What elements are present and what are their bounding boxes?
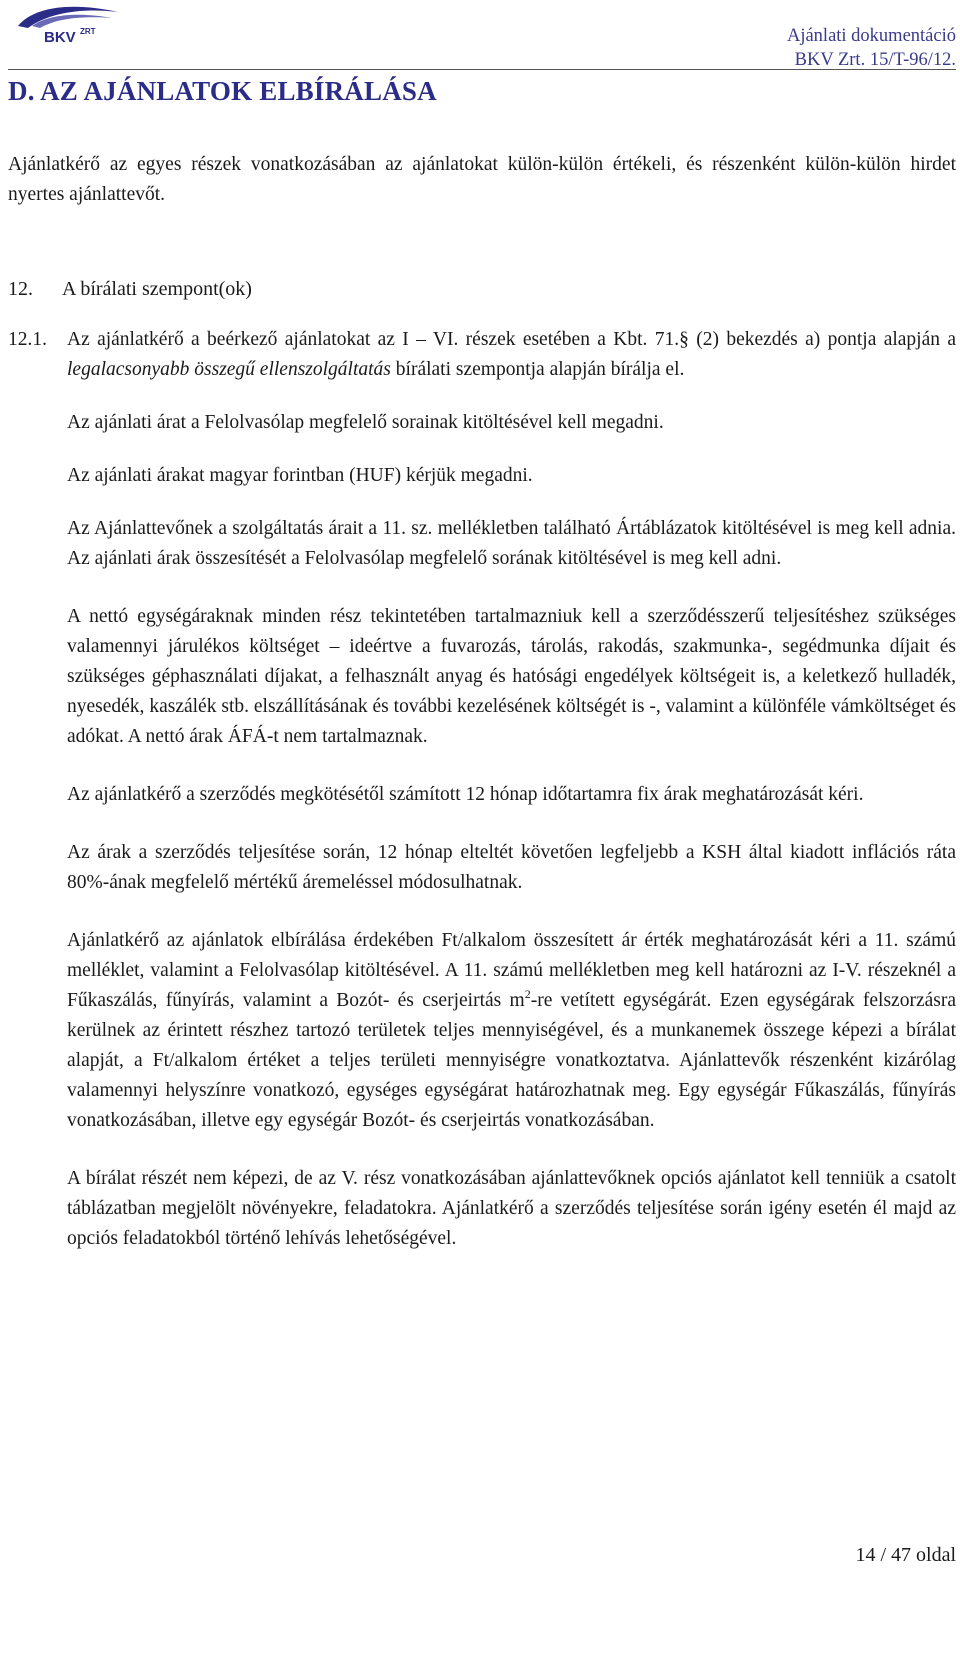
section-12-number: 12. (8, 278, 33, 300)
logo-text: BKV (44, 29, 76, 46)
doc-title: Ajánlati dokumentáció (786, 26, 956, 46)
subsection-12-1-number: 12.1. (8, 329, 47, 350)
document-body (8, 150, 956, 1254)
subsection-12-1-text-b: bírálati szempontja alapján bírálja el. (390, 359, 685, 380)
page-number: 14 / 47 oldal (855, 1544, 956, 1566)
price-entry-paragraph: Az ajánlati árat a Felolvasólap megfelelő sorainak kitöltésével kell megadni. (67, 412, 664, 433)
currency-paragraph: Az ajánlati árakat magyar forintban (HUF) kérjük megadni. (67, 465, 533, 486)
section-12-title: A bírálati szempont(ok) (62, 278, 252, 300)
net-unit-price-paragraph: A nettó egységáraknak minden rész tekintetében tartalmazniuk kell a szerződésszerű teljesítéshez szükséges valamennyi járulékos költséget – ideértve a fuvarozás, tárolás, rakodás, szakmunka-, segédmunka díjait és szükséges géphasználati díjakat, a felhasznált anyag és hatósági engedélyek költségeit is, a keletkező hulladék, nyesedék, kaszálék stb. elszállításának és további kezelésének költségét is -, valamint a különféle vámköltséget és adókat. A nettó árak ÁFÁ-t nem tartalmaznak. (67, 606, 956, 747)
optional-offer-paragraph: A bírálat részét nem képezi, de az V. rész vonatkozásában ajánlattevőknek opciós ajánlatot kell tenniük a csatolt táblázatban megjelölt növényekre, feladatokra. Ajánlatkérő a szerződés teljesítése során igény esetén él majd az opciós feladatokból történő lehívás lehetőségével. (67, 1168, 956, 1249)
price-adjustment-paragraph: Az árak a szerződés teljesítése során, 12 hónap elteltét követően legfeljebb a KSH által kiadott inflációs ráta 80%-ának megfelelő mértékű áremeléssel módosulhatnak. (67, 842, 956, 893)
square-superscript: 2 (524, 987, 531, 1001)
evaluation-text-a: Ajánlatkérő az ajánlatok elbírálása érdekében Ft/alkalom összesített ár érték meghatározását kéri a 11. számú melléklet, valamint a Felolvasólap kitöltésével. A 11. számú mellékletben meg kell határozni az I-V. részeknél a Fűkaszálás, fűnyírás, valamint a Bozót- és cserjeirtás m (67, 930, 956, 1011)
section-12-heading (8, 274, 956, 304)
header-divider (8, 69, 956, 70)
price-tables-paragraph: Az Ajánlattevőnek a szolgáltatás árait a 11. sz. mellékletben található Ártáblázatok kitöltésével is meg kell adnia. Az ajánlati árak összesítését a Felolvasólap megfelelő sorának kitöltésével is meg kell adni. (67, 518, 956, 569)
section-title: D. AZ AJÁNLATOK ELBÍRÁLÁSA (8, 76, 437, 106)
logo-suffix: ZRT (80, 27, 96, 36)
subsection-12-1-text-a: Az ajánlatkérő a beérkező ajánlatokat az I – VI. részek esetében a Kbt. 71.§ (2) bekezdés a) pontja alapján a (67, 329, 956, 350)
fixed-price-paragraph: Az ajánlatkérő a szerződés megkötésétől számított 12 hónap időtartamra fix árak meghatározását kéri. (67, 784, 864, 805)
bkv-logo (14, 4, 124, 46)
document-header (787, 24, 956, 72)
subsection-12-1 (8, 325, 956, 385)
intro-paragraph: Ajánlatkérő az egyes részek vonatkozásában az ajánlatokat külön-külön értékeli, és részenként külön-külön hirdet nyertes ajánlattevőt. (8, 154, 956, 205)
subsection-12-1-criterion: legalacsonyabb összegű ellenszolgáltatás (67, 359, 391, 380)
evaluation-paragraph (67, 926, 956, 1136)
doc-reference: BKV Zrt. 15/T-96/12. (794, 50, 956, 70)
evaluation-text-b: -re vetített egységárát. Ezen egységárak felszorzásra kerülnek az érintett részhez tartozó területek teljes mennyiségével, és a munkanemek összege képezi a bírálat alapját, a Ft/alkalom értéket a teljes területi mennyiségre vonatkoztatva. Ajánlattevők részenként kizárólag valamennyi helyszínre vonatkozó, egységes egységárat határozhatnak meg. Egy egységár Fűkaszálás, fűnyírás vonatkozásában, illetve egy egységár Bozót- és cserjeirtás vonatkozásában. (67, 990, 956, 1131)
